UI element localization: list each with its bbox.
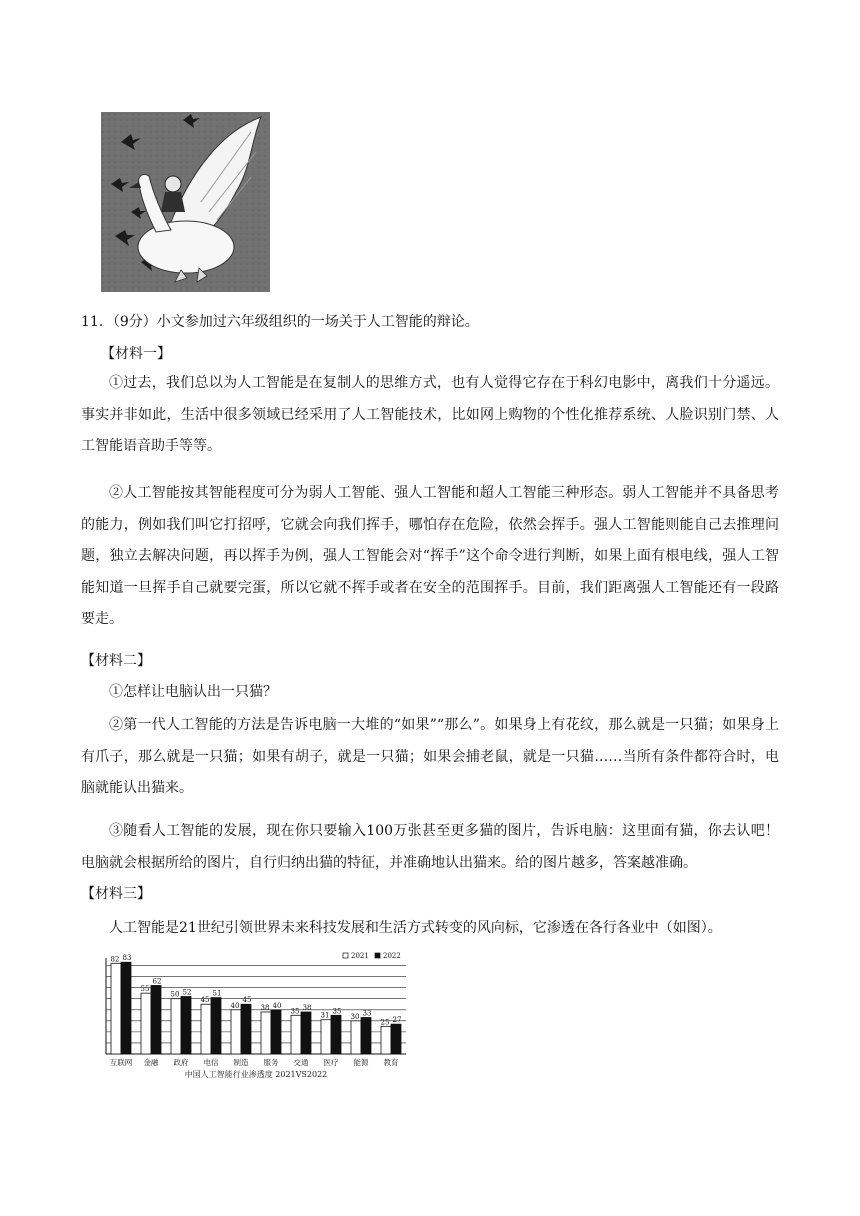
legend-swatch-2022 [375,953,380,958]
chart-category-label: 教育 [383,1058,399,1067]
chart-bar-2021-制造 [231,1010,241,1054]
chart-value-label: 52 [182,988,192,997]
chart-canvas [101,950,411,1080]
chart-category-label: 金融 [143,1058,159,1067]
material-three-label: 【材料三】 [81,886,151,902]
chart-category-label: 交通 [293,1058,309,1067]
material-two-paragraph-3: ③随看人工智能的发展，现在你只要输入100万张甚至更多猫的图片，告诉电脑：这里面有猫，你去认吧！电脑就会根据所给的图片，自行归纳出猫的特征，并准确地认出猫来。给的图片越多，答案越准确。 [81,823,779,871]
chart-value-label: 35 [290,1007,300,1016]
chart-bar-2022-交通 [301,1012,311,1054]
material-one-paragraph-2: ②人工智能按其智能程度可分为弱人工智能、强人工智能和超人工智能三种形态。弱人工智能并不具备思考的能力，例如我们叫它打招呼，它就会向我们挥手，哪怕存在危险，依然会挥手。强人工智能则能自己去推理问题，独立去解决问题，再以挥手为例，强人工智能会对“挥手”这个命令进行判断，如果上面有根电线，强人工智能知道一旦挥手自己就要完蛋，所以它就不挥手或者在安全的范围挥手。目前，我们距离强人工智能还有一段路要走。 [81,485,779,627]
goose-illustration [101,112,270,292]
chart-value-label: 38 [260,1003,270,1012]
chart-value-label: 30 [350,1012,360,1021]
chart-category-label: 政府 [173,1058,189,1067]
material-one-label: 【材料一】 [101,346,171,362]
chart-bar-2021-电信 [201,1004,211,1054]
chart-value-label: 62 [152,977,162,986]
chart-bar-2022-服务 [271,1010,281,1054]
chart-value-label: 38 [302,1003,312,1012]
chart-value-label: 45 [200,996,210,1005]
chart-category-label: 互联网 [109,1058,133,1067]
chart-bar-2021-教育 [381,1026,391,1054]
chart-value-label: 25 [380,1018,390,1027]
material-two-paragraph-2: ②第一代人工智能的方法是告诉电脑一大堆的“如果”“那么”。如果身上有花纹，那么就是一只猫；如果身上有爪子，那么就是一只猫；如果有胡子，就是一只猫；如果会捕老鼠，就是一只猫……当所有条件都符合时，电脑就能认出猫来。 [81,717,779,796]
chart-bar-2021-交通 [291,1015,301,1054]
chart-category-label: 服务 [263,1058,279,1067]
industry-penetration-chart [101,950,411,1080]
legend-swatch-2021 [343,953,348,958]
chart-bar-2021-服务 [261,1012,271,1054]
chart-bar-2022-制造 [241,1004,251,1054]
chart-value-label: 83 [122,954,132,963]
chart-bar-2021-医疗 [321,1020,331,1054]
chart-category-label: 电信 [203,1058,219,1067]
chart-bars [111,962,401,1054]
material-two-label: 【材料二】 [81,653,151,669]
chart-bar-2022-能源 [361,1018,371,1054]
chart-bar-2022-政府 [181,996,191,1054]
chart-value-label: 40 [230,1001,240,1010]
chart-bar-2021-金融 [141,993,151,1054]
material-two-paragraph-1: ①怎样让电脑认出一只猫？ [109,684,277,700]
chart-legend [343,952,401,960]
chart-value-label: 55 [140,985,150,994]
chart-category-label: 能源 [353,1058,369,1067]
material-three-paragraph-1: 人工智能是21世纪引领世界未来科技发展和生活方式转变的风向标，它渗透在各行各业中（如图）。 [109,920,722,936]
chart-bar-2021-能源 [351,1021,361,1054]
chart-title: 中国人工智能行业渗透度 2021VS2022 [184,1070,328,1079]
legend-label-2022: 2022 [383,952,401,960]
chart-value-label: 35 [332,1007,342,1016]
chart-value-label: 40 [272,1001,282,1010]
chart-value-label: 31 [320,1011,330,1020]
legend-label-2021: 2021 [351,952,369,960]
chart-value-label: 51 [212,989,222,998]
chart-bar-2021-互联网 [111,963,121,1054]
chart-bar-2022-教育 [391,1024,401,1054]
chart-value-label: 33 [362,1009,372,1018]
chart-value-label: 45 [242,996,252,1005]
question-title: 11．（9分）小文参加过六年级组织的一场关于人工智能的辩论。 [81,314,479,330]
chart-bar-2022-医疗 [331,1015,341,1054]
material-one-paragraph-1: ①过去，我们总以为人工智能是在复制人的思维方式，也有人觉得它存在于科幻电影中，离我们十分遥远。事实并非如此，生活中很多领域已经采用了人工智能技术，比如网上购物的个性化推荐系统、人脸识别门禁、人工智能语音助手等等。 [81,375,779,454]
chart-bar-2022-电信 [211,998,221,1054]
chart-value-label: 50 [170,990,180,999]
chart-bar-2022-互联网 [121,962,131,1054]
chart-value-label: 82 [110,955,120,964]
chart-bar-2021-政府 [171,999,181,1054]
chart-category-label: 医疗 [323,1058,339,1067]
chart-bar-2022-金融 [151,985,161,1054]
chart-value-label: 27 [392,1016,402,1025]
chart-category-labels [110,1057,399,1067]
chart-category-label: 制造 [233,1058,249,1067]
